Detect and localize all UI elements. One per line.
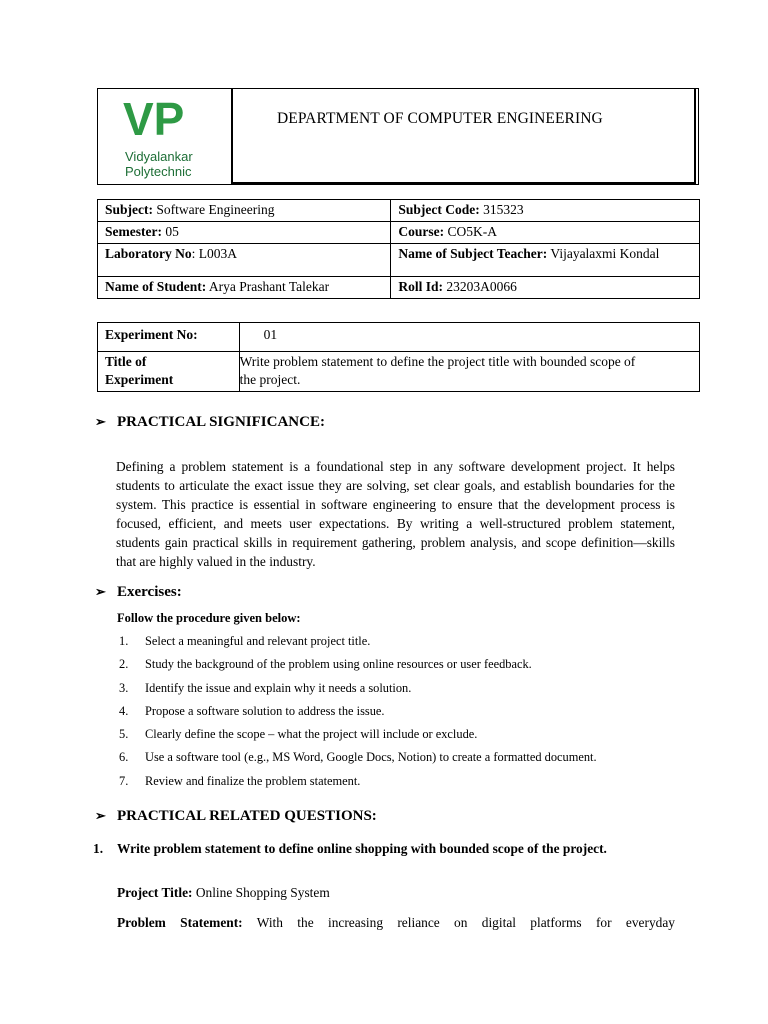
semester-label: Semester: xyxy=(105,224,162,239)
problem-statement-text: With the increasing reliance on digital platforms for everyday xyxy=(242,915,675,930)
department-cell xyxy=(233,89,696,184)
exercise-step xyxy=(119,774,597,797)
semester-cell xyxy=(98,222,391,244)
teacher-label: Name of Subject Teacher: xyxy=(398,246,548,261)
vp-logo: VP xyxy=(123,93,185,145)
arrow-bullet-icon: ➢ xyxy=(95,584,106,599)
questions-heading xyxy=(95,808,377,825)
exercises-intro: Follow the procedure given below: xyxy=(117,611,301,625)
step-number: 7. xyxy=(119,773,129,788)
experiment-no-label: Experiment No: xyxy=(105,327,198,342)
problem-statement-line xyxy=(117,915,675,931)
question-number: 1. xyxy=(93,841,104,856)
logo-name-line-2: Polytechnic xyxy=(125,164,192,179)
student-info-table xyxy=(97,199,700,299)
title-cell xyxy=(239,352,699,392)
logo-name-line-1: Vidyalankar xyxy=(125,149,193,164)
question-1-text: Write problem statement to define online shopping with bounded scope of the project. xyxy=(117,841,607,856)
document-header xyxy=(97,88,699,185)
lab-value: : L003A xyxy=(191,246,237,261)
course-value: CO5K-A xyxy=(444,224,498,239)
step-number: 3. xyxy=(119,680,129,695)
course-cell xyxy=(391,222,700,244)
lab-cell xyxy=(98,244,391,277)
step-number: 6. xyxy=(119,750,129,765)
project-title-label: Project Title: xyxy=(117,885,193,900)
step-text: Clearly define the scope – what the project will include or exclude. xyxy=(145,727,478,742)
exercise-step xyxy=(119,681,597,704)
exercise-step xyxy=(119,727,597,750)
student-cell xyxy=(98,277,391,299)
title-label-line-1: Title of xyxy=(105,354,147,369)
experiment-no-cell xyxy=(239,323,699,352)
title-label-cell xyxy=(98,352,240,392)
lab-label: Laboratory No xyxy=(105,246,192,261)
step-number: 1. xyxy=(119,634,129,648)
department-title: DEPARTMENT OF COMPUTER ENGINEERING xyxy=(277,110,603,127)
subject-code-cell xyxy=(391,200,700,222)
exercises-heading xyxy=(95,584,182,601)
teacher-value: Vijayalaxmi Kondal xyxy=(547,246,660,261)
course-label: Course: xyxy=(398,224,445,239)
exercise-steps-list xyxy=(119,634,597,797)
arrow-bullet-icon: ➢ xyxy=(95,808,106,823)
subject-code-label: Subject Code: xyxy=(398,202,480,217)
teacher-cell xyxy=(391,244,700,277)
step-number: 2. xyxy=(119,657,129,672)
significance-paragraph: Defining a problem statement is a foundational step in any software development project. It helps students to articulate the exact issue they are solving, set clear goals, and establish boundaries for the system. This practice is essential in software engineering to ensure that the development process is focused, efficient, and meets user expectations. By writing a well-structured problem statement, students gain practical skills in requirement gathering, problem analysis, and scope definition—skills that are highly valued in the industry. xyxy=(116,459,675,569)
experiment-no-label-cell xyxy=(98,323,240,352)
questions-heading-text: PRACTICAL RELATED QUESTIONS: xyxy=(117,808,377,824)
project-title-value: Online Shopping System xyxy=(192,885,330,900)
experiment-title-line-2: the project. xyxy=(239,372,301,387)
semester-value: 05 xyxy=(161,224,179,239)
significance-heading-text: PRACTICAL SIGNIFICANCE: xyxy=(117,414,325,430)
roll-cell xyxy=(391,277,700,299)
arrow-bullet-icon: ➢ xyxy=(95,414,106,429)
step-number: 5. xyxy=(119,727,129,742)
student-label: Name of Student: xyxy=(105,279,207,294)
experiment-table xyxy=(97,322,700,392)
step-text: Use a software tool (e.g., MS Word, Google Docs, Notion) to create a formatted document. xyxy=(145,750,597,765)
subject-cell xyxy=(98,200,391,222)
subject-label: Subject: xyxy=(105,202,153,217)
step-text: Select a meaningful and relevant project title. xyxy=(145,634,371,648)
subject-value: Software Engineering xyxy=(153,202,275,217)
student-value: Arya Prashant Talekar xyxy=(206,279,330,294)
step-text: Study the background of the problem using online resources or user feedback. xyxy=(145,657,532,672)
problem-statement-label: Problem Statement: xyxy=(117,915,243,930)
title-label-line-2: Experiment xyxy=(105,372,174,387)
roll-value: 23203A0066 xyxy=(443,279,517,294)
exercises-heading-text: Exercises: xyxy=(117,584,182,600)
step-text: Propose a software solution to address the issue. xyxy=(145,703,385,718)
exercise-step xyxy=(119,657,597,680)
step-text: Identify the issue and explain why it needs a solution. xyxy=(145,680,412,695)
roll-label: Roll Id: xyxy=(398,279,444,294)
logo-cell xyxy=(98,89,233,184)
experiment-title-line-1: Write problem statement to define the project title with bounded scope of xyxy=(239,354,636,369)
experiment-no-value: 01 xyxy=(263,327,278,342)
subject-code-value: 315323 xyxy=(479,202,524,217)
step-text: Review and finalize the problem statement. xyxy=(145,773,361,788)
step-number: 4. xyxy=(119,703,129,718)
project-title-line xyxy=(117,885,330,901)
exercise-step xyxy=(119,750,597,773)
significance-heading xyxy=(95,414,325,431)
exercise-step xyxy=(119,704,597,727)
exercise-step xyxy=(119,634,597,657)
